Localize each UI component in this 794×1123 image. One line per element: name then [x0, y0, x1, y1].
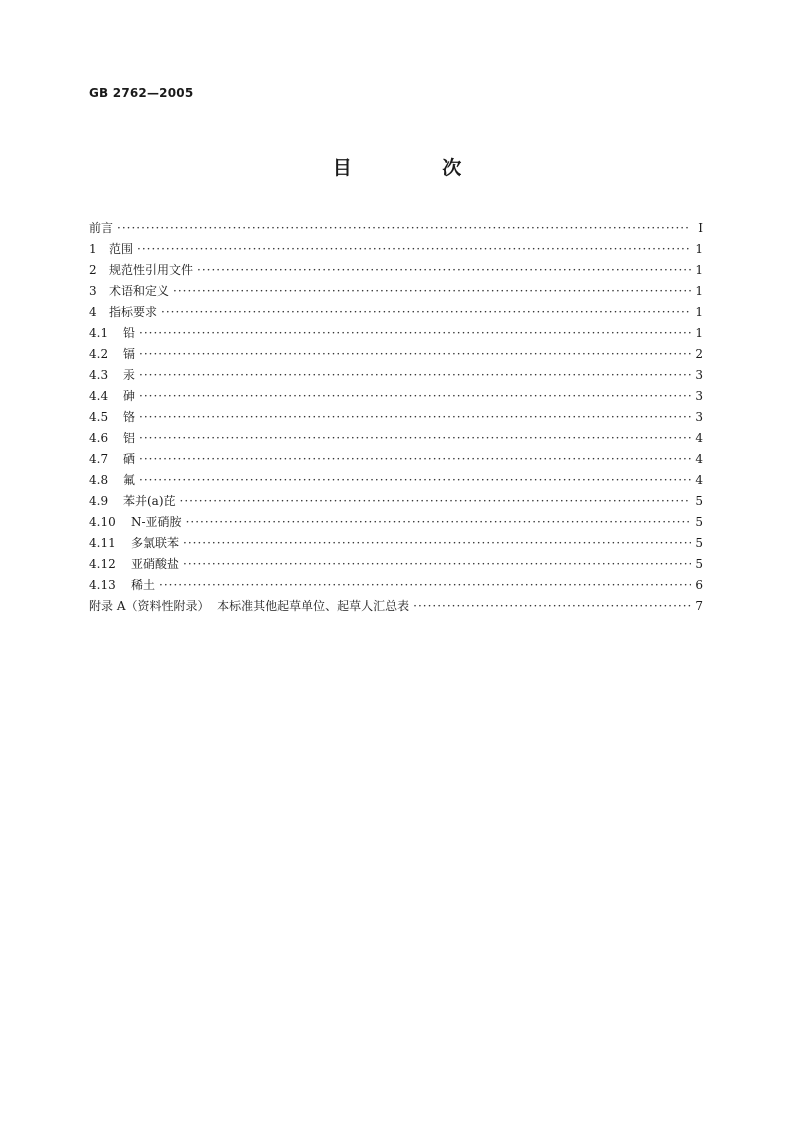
toc-entry-number: 4.13 — [89, 578, 116, 592]
toc-entry-number: 1 — [89, 242, 97, 256]
toc-entry-number: 4.11 — [89, 536, 116, 550]
toc-entry-label: 苯并(a)芘 — [123, 494, 176, 508]
toc-entry-number: 3 — [89, 284, 97, 298]
toc-entry-label: 亚硝酸盐 — [131, 557, 180, 571]
toc-entry-page: 1 — [695, 263, 703, 277]
toc-entry-page: 3 — [695, 389, 703, 403]
toc-leader-dots — [139, 365, 691, 386]
toc-entry-number: 4.9 — [89, 494, 109, 508]
toc-leader-dots — [159, 575, 691, 596]
toc-entry[interactable] — [89, 428, 703, 449]
toc-entry-label: 铅 — [123, 326, 136, 340]
toc-entry-label: 硒 — [123, 452, 136, 466]
toc-entry-label: 前言 — [89, 221, 114, 235]
toc-entry-label: 氟 — [123, 473, 136, 487]
toc-entry-page: Ⅰ — [698, 221, 703, 235]
toc-entry[interactable] — [89, 239, 703, 260]
toc-entry[interactable] — [89, 302, 703, 323]
toc-entry[interactable] — [89, 365, 703, 386]
toc-leader-dots — [197, 260, 691, 281]
toc-leader-dots — [139, 428, 691, 449]
toc-entry-page: 1 — [695, 284, 703, 298]
toc-leader-dots — [183, 533, 691, 554]
toc-leader-dots — [186, 512, 691, 533]
toc-entry[interactable] — [89, 533, 703, 554]
toc-leader-dots — [183, 554, 691, 575]
toc-entry[interactable] — [89, 512, 703, 533]
toc-entry-label: 砷 — [123, 389, 136, 403]
toc-entry-page: 3 — [695, 368, 703, 382]
toc-entry-page: 5 — [695, 557, 703, 571]
toc-leader-dots — [180, 491, 691, 512]
toc-entry-label: 稀土 — [131, 578, 156, 592]
toc-entry-number: 4.4 — [89, 389, 109, 403]
table-of-contents — [89, 218, 703, 617]
toc-entry-label: 规范性引用文件 — [109, 263, 194, 277]
toc-entry-label: N-亚硝胺 — [131, 515, 182, 529]
toc-entry[interactable] — [89, 554, 703, 575]
toc-entry[interactable] — [89, 407, 703, 428]
toc-leader-dots — [173, 281, 691, 302]
toc-leader-dots — [139, 470, 691, 491]
toc-entry-page: 1 — [695, 305, 703, 319]
toc-entry-number: 2 — [89, 263, 97, 277]
toc-entry[interactable] — [89, 323, 703, 344]
toc-leader-dots — [137, 239, 691, 260]
toc-entry-page: 5 — [695, 515, 703, 529]
toc-entry-number: 4.8 — [89, 473, 109, 487]
toc-entry-page: 4 — [695, 452, 703, 466]
toc-leader-dots — [139, 407, 691, 428]
toc-leader-dots — [161, 302, 691, 323]
standard-code: GB 2762—2005 — [89, 86, 194, 100]
toc-entry[interactable] — [89, 596, 703, 617]
toc-leader-dots — [139, 386, 691, 407]
toc-entry-number: 4 — [89, 305, 97, 319]
toc-entry-label: 指标要求 — [109, 305, 158, 319]
toc-entry-number: 4.12 — [89, 557, 116, 571]
toc-entry-number: 4.2 — [89, 347, 109, 361]
toc-entry[interactable] — [89, 260, 703, 281]
toc-entry[interactable] — [89, 449, 703, 470]
toc-entry-label: 铬 — [123, 410, 136, 424]
toc-entry-page: 7 — [695, 599, 703, 613]
page-title: 目 次 — [332, 157, 504, 179]
toc-entry-page: 2 — [695, 347, 703, 361]
toc-leader-dots — [139, 344, 691, 365]
toc-entry[interactable] — [89, 344, 703, 365]
toc-entry-page: 4 — [695, 431, 703, 445]
toc-entry-page: 3 — [695, 410, 703, 424]
toc-entry[interactable] — [89, 491, 703, 512]
toc-entry-label: 镉 — [123, 347, 136, 361]
toc-entry-page: 5 — [695, 494, 703, 508]
toc-leader-dots — [139, 323, 691, 344]
toc-entry[interactable] — [89, 386, 703, 407]
toc-entry-label: 汞 — [123, 368, 136, 382]
toc-entry-page: 1 — [695, 326, 703, 340]
toc-entry-number: 4.1 — [89, 326, 109, 340]
toc-entry-label: 范围 — [109, 242, 134, 256]
toc-entry-label: 术语和定义 — [109, 284, 170, 298]
toc-leader-dots — [117, 218, 691, 239]
toc-entry-page: 1 — [695, 242, 703, 256]
toc-entry-number: 4.3 — [89, 368, 109, 382]
toc-entry-page: 6 — [695, 578, 703, 592]
toc-entry-label: 附录 A（资料性附录） 本标准其他起草单位、起草人汇总表 — [89, 599, 410, 613]
toc-leader-dots — [139, 449, 691, 470]
toc-entry-label: 铝 — [123, 431, 136, 445]
toc-entry-number: 4.6 — [89, 431, 109, 445]
toc-entry-number: 4.10 — [89, 515, 116, 529]
toc-entry[interactable] — [89, 218, 703, 239]
toc-entry[interactable] — [89, 575, 703, 596]
toc-entry-page: 4 — [695, 473, 703, 487]
toc-entry[interactable] — [89, 470, 703, 491]
toc-entry-number: 4.7 — [89, 452, 109, 466]
toc-entry-page: 5 — [695, 536, 703, 550]
toc-entry-label: 多氯联苯 — [131, 536, 180, 550]
toc-entry[interactable] — [89, 281, 703, 302]
toc-entry-number: 4.5 — [89, 410, 109, 424]
toc-leader-dots — [413, 596, 691, 617]
